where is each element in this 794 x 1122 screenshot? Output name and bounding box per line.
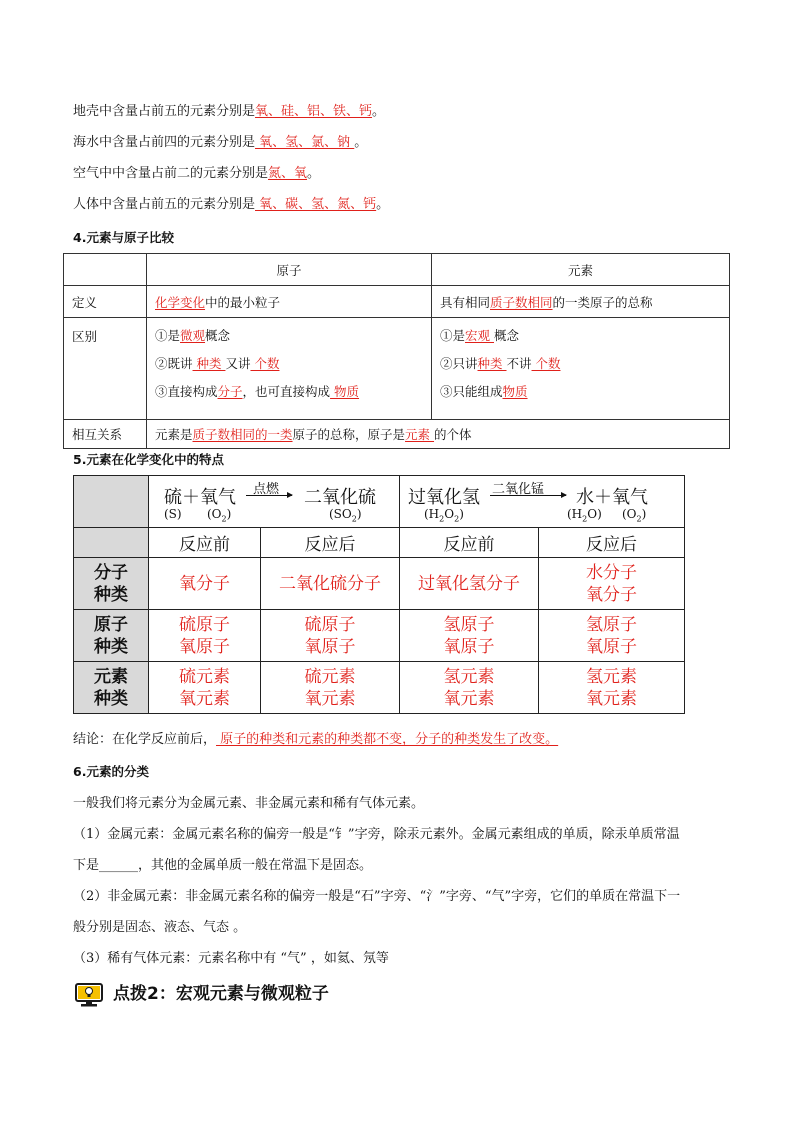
t: 种类	[94, 688, 128, 709]
t: 种类	[94, 636, 128, 657]
text: ③只能组成	[440, 384, 503, 399]
t: 氧原子	[304, 636, 356, 657]
element-differences	[432, 318, 730, 420]
section6-heading: 6.元素的分类	[73, 764, 149, 779]
table-cell	[149, 662, 261, 714]
eq-reactants: 过氧化氢	[408, 487, 480, 508]
answer-blank: 种类	[192, 356, 226, 371]
t: O	[444, 507, 455, 521]
text: ，也可直接构成	[242, 384, 331, 399]
abundance-prefix: 地壳中含量占前五的元素分别是	[73, 104, 256, 119]
col-header-atom: 原子	[147, 254, 432, 286]
punct: 。	[372, 104, 386, 119]
t: 氧元素	[304, 688, 356, 709]
nonmetal-line-1: （2）非金属元素：非金属元素名称的偏旁一般是“石”字旁、“氵”字旁、“气”字旁，它们的单质在常温下一	[73, 889, 681, 904]
answer-blank: 原子的种类和元素的种类都不变，分子的种类发生了改变。	[216, 732, 559, 747]
atom-definition	[147, 286, 432, 318]
formula	[567, 507, 602, 523]
section5-heading: 5.元素在化学变化中的特点	[73, 452, 224, 467]
row-label-element	[74, 662, 149, 714]
formula: (S)	[164, 507, 182, 521]
text: 的个体	[434, 427, 472, 442]
t: )	[459, 507, 464, 521]
t: 2	[351, 514, 357, 524]
t: 硫元素	[304, 666, 356, 687]
table-cell	[400, 558, 539, 610]
element-diff-1	[440, 322, 721, 350]
atom-diff-2	[155, 350, 423, 378]
formula	[207, 507, 231, 523]
punct: 。	[307, 166, 321, 181]
computer-lightbulb-icon	[74, 982, 104, 1008]
row-label-definition: 定义	[64, 286, 147, 318]
formula	[424, 507, 464, 523]
text: 中的最小粒子	[205, 294, 281, 310]
t: 硫原子	[304, 614, 356, 635]
text: 具有相同	[440, 294, 491, 310]
answer-blank: 氮、氧	[268, 166, 308, 181]
reaction-arrow-icon	[246, 495, 292, 496]
chemical-change-table	[73, 475, 685, 714]
abundance-crust	[73, 103, 385, 121]
formula	[622, 507, 646, 523]
t: 氧元素	[586, 688, 637, 709]
table-cell	[539, 610, 685, 662]
table-cell	[400, 610, 539, 662]
answer-blank: 个数	[531, 356, 561, 371]
answer-blank: 元素	[405, 427, 435, 442]
t: 氢元素	[443, 666, 495, 687]
table-corner	[74, 528, 149, 558]
t: 氧分子	[179, 573, 230, 594]
t: )	[226, 507, 232, 521]
metal-line-1: （1）金属元素：金属元素名称的偏旁一般是“钅”字旁，除汞元素外。金属元素组成的单质，除汞单质常温	[73, 827, 680, 842]
t: 二氧化硫分子	[279, 573, 381, 594]
t: 过氧化氢分子	[418, 573, 520, 594]
t: 氧元素	[179, 688, 230, 709]
punct: 。	[376, 197, 390, 212]
table-cell	[261, 558, 400, 610]
equation-peroxide	[400, 476, 685, 528]
text: 的一类原子的总称	[552, 294, 653, 310]
t: 2	[439, 514, 445, 524]
formula	[329, 507, 362, 523]
answer-blank: 质子数相同的一类	[192, 427, 293, 442]
relation-text	[147, 420, 730, 449]
eq-products: 水＋氧气	[576, 487, 648, 508]
abundance-prefix: 空气中中含量占前二的元素分别是	[73, 166, 269, 181]
element-diff-3	[440, 378, 721, 406]
t: (H	[567, 507, 583, 521]
atom-diff-1	[155, 322, 423, 350]
answer-blank: 微观	[180, 328, 206, 343]
answer-blank: 化学变化	[155, 294, 206, 310]
t: 分子	[94, 562, 128, 583]
row-label-relation: 相互关系	[64, 420, 147, 449]
t: 氧分子	[586, 584, 637, 605]
t: (O	[207, 507, 222, 521]
section6-intro: 一般我们将元素分为金属元素、非金属元素和稀有气体元素。	[73, 796, 425, 811]
t: )	[356, 507, 362, 521]
t: O)	[587, 507, 602, 521]
t: 元素	[94, 666, 128, 687]
table-cell	[261, 662, 400, 714]
equation-sulfur	[149, 476, 400, 528]
t: 氧原子	[586, 636, 637, 657]
row-label-atom	[74, 610, 149, 662]
element-diff-2	[440, 350, 721, 378]
t: )	[641, 507, 647, 521]
t: 2	[221, 514, 227, 524]
atom-diff-3	[155, 378, 423, 406]
metal-line-2: 下是______，其他的金属单质一般在常温下是固态。	[73, 858, 373, 873]
t: 氧原子	[443, 636, 495, 657]
table-corner	[74, 476, 149, 528]
eq-reactants: 硫＋氧气	[164, 487, 236, 508]
element-definition	[432, 286, 730, 318]
reaction-arrow-icon	[490, 495, 566, 496]
col-header-element: 元素	[432, 254, 730, 286]
text: ①是	[155, 328, 181, 343]
table-cell	[400, 662, 539, 714]
abundance-prefix: 人体中含量占前五的元素分别是	[73, 197, 256, 212]
row-label-molecule	[74, 558, 149, 610]
punct: 。	[354, 135, 368, 150]
tip-title: 点拨2：宏观元素与微观粒子	[113, 984, 329, 1004]
answer-blank: 物质	[330, 384, 360, 399]
abundance-body	[73, 196, 389, 214]
abundance-seawater	[73, 134, 367, 152]
t: 氢原子	[443, 614, 495, 635]
text: ②只讲	[440, 356, 478, 371]
abundance-air	[73, 165, 320, 183]
noble-gas-line: （3）稀有气体元素：元素名称中有 “气” ，如氦、氖等	[73, 951, 389, 966]
table-cell	[539, 662, 685, 714]
answer-blank: 氧、氢、氯、钠	[255, 135, 355, 150]
col-header: 反应前	[400, 528, 539, 558]
t: 种类	[94, 584, 128, 605]
text: ②既讲	[155, 356, 193, 371]
col-header: 反应前	[149, 528, 261, 558]
text: ①是	[440, 328, 466, 343]
t: 2	[582, 514, 588, 524]
text: 结论：在化学反应前后，	[73, 732, 217, 747]
atom-differences	[147, 318, 432, 420]
answer-blank: 质子数相同	[490, 294, 553, 310]
text: 不讲	[506, 356, 532, 371]
answer-blank: 氧、碳、氢、氮、钙	[255, 197, 377, 212]
col-header: 反应后	[261, 528, 400, 558]
eq-condition: 点燃	[253, 482, 280, 497]
t: 2	[636, 514, 642, 524]
t: 原子	[94, 614, 128, 635]
table-cell	[261, 610, 400, 662]
t: 氧元素	[443, 688, 495, 709]
text: 又讲	[225, 356, 251, 371]
t: 硫原子	[179, 614, 230, 635]
eq-products: 二氧化硫	[304, 487, 376, 508]
conclusion	[73, 731, 558, 749]
answer-blank: 种类	[477, 356, 507, 371]
table-cell	[149, 558, 261, 610]
answer-blank: 个数	[250, 356, 280, 371]
row-label-difference: 区别	[64, 318, 147, 420]
t: 氢原子	[586, 614, 637, 635]
t: 水分子	[586, 562, 637, 583]
t: 硫元素	[179, 666, 230, 687]
t: (H	[424, 507, 440, 521]
abundance-prefix: 海水中含量占前四的元素分别是	[73, 135, 256, 150]
text: 概念	[205, 328, 231, 343]
text: ③直接构成	[155, 384, 218, 399]
t: 氢元素	[586, 666, 637, 687]
answer-blank: 宏观	[465, 328, 494, 343]
t: (SO	[329, 507, 352, 521]
nonmetal-line-2: 般分别是固态、液态、气态 。	[73, 920, 247, 935]
eq-condition: 二氧化锰	[492, 482, 545, 497]
answer-blank: 物质	[502, 384, 528, 399]
atom-element-comparison-table	[63, 253, 730, 449]
t: 氧原子	[179, 636, 230, 657]
text: 概念	[494, 328, 520, 343]
col-header: 反应后	[539, 528, 685, 558]
table-cell	[149, 610, 261, 662]
t: (O	[622, 507, 637, 521]
answer-blank: 分子	[217, 384, 243, 399]
section4-heading: 4.元素与原子比较	[73, 230, 174, 245]
table-cell	[539, 558, 685, 610]
answer-blank: 氧、硅、铝、铁、钙	[255, 104, 373, 119]
t: 2	[454, 514, 460, 524]
text: 原子的总称，原子是	[292, 427, 406, 442]
table-corner	[64, 254, 147, 286]
text: 元素是	[155, 427, 193, 442]
